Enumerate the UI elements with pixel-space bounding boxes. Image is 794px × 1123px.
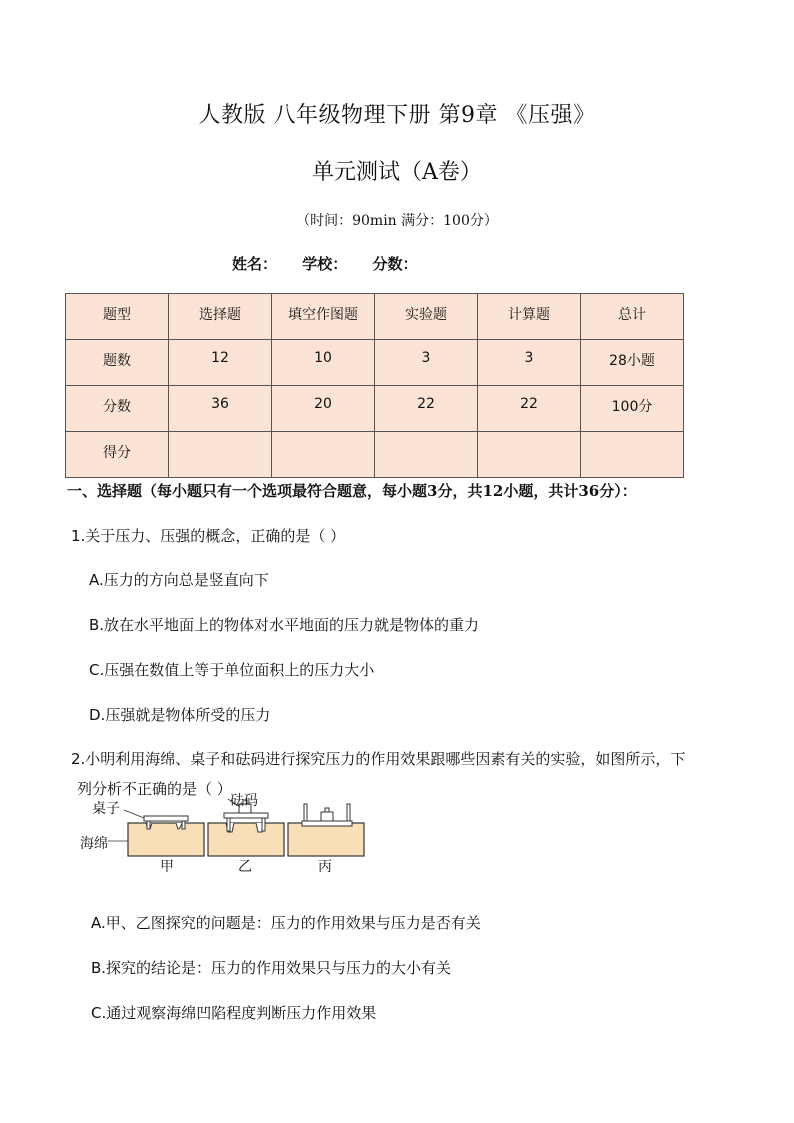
figure-label-table: 桌子: [92, 801, 120, 817]
question-2-option-a: A.甲、乙图探究的问题是：压力的作用效果与压力是否有关: [91, 914, 481, 932]
table-cell: 100分: [581, 386, 684, 432]
question-2-stem-cont: 列分析不正确的是（ ）: [77, 780, 232, 798]
question-1-stem: 1.关于压力、压强的概念，正确的是（ ）: [71, 527, 346, 545]
table-cell: 22: [478, 386, 581, 432]
question-2-option-b: B.探究的结论是：压力的作用效果只与压力的大小有关: [91, 959, 452, 977]
score-entry-cell[interactable]: [375, 432, 478, 478]
table-cell: 10: [272, 340, 375, 386]
table-cell: 计算题: [478, 294, 581, 340]
exam-meta: （时间：90min 满分：100分）: [296, 213, 498, 229]
score-entry-cell[interactable]: [478, 432, 581, 478]
table-cell: 得分: [66, 432, 169, 478]
panel-label-jia: 甲: [160, 859, 174, 875]
table-cell: 12: [169, 340, 272, 386]
panel-bing: [288, 804, 364, 856]
table-cell: 3: [478, 340, 581, 386]
table-cell: 选择题: [169, 294, 272, 340]
panel-label-bing: 丙: [318, 859, 332, 875]
figure-label-sponge: 海绵: [80, 836, 108, 852]
table-row: [66, 386, 684, 432]
table-cell: 分数: [66, 386, 169, 432]
question-1-option-b: B.放在水平地面上的物体对水平地面的压力就是物体的重力: [89, 616, 480, 634]
table-cell: 题数: [66, 340, 169, 386]
page-subtitle: 单元测试（A卷）: [312, 160, 482, 185]
table-cell: 3: [375, 340, 478, 386]
table-row: [66, 432, 684, 478]
question-2-stem: 2.小明利用海绵、桌子和砝码进行探究压力的作用效果跟哪些因素有关的实验，如图所示，下: [71, 750, 686, 768]
score-entry-cell[interactable]: [581, 432, 684, 478]
score-table: [65, 293, 684, 478]
school-field-label: 学校：: [302, 255, 348, 273]
table-row: [66, 340, 684, 386]
question-2-option-c: C.通过观察海绵凹陷程度判断压力作用效果: [91, 1004, 377, 1022]
table-cell: 36: [169, 386, 272, 432]
score-entry-cell[interactable]: [272, 432, 375, 478]
experiment-figure: [78, 793, 398, 876]
student-info: [232, 253, 438, 274]
figure-label-weight: 砝码: [230, 793, 258, 809]
section-heading: 一、选择题（每小题只有一个选项最符合题意，每小题3分，共12小题，共计36分）：: [67, 482, 637, 500]
table-cell: 20: [272, 386, 375, 432]
score-field-label: 分数：: [372, 255, 418, 273]
panel-jia: [108, 810, 204, 856]
table-cell: 填空作图题: [272, 294, 375, 340]
name-field-label: 姓名：: [232, 255, 278, 273]
question-1-option-d: D.压强就是物体所受的压力: [89, 706, 271, 724]
page-title: 人教版 八年级物理下册 第9章 《压强》: [198, 103, 596, 128]
question-1-option-c: C.压强在数值上等于单位面积上的压力大小: [89, 661, 375, 679]
panel-label-yi: 乙: [238, 859, 252, 875]
question-1-option-a: A.压力的方向总是竖直向下: [89, 571, 269, 589]
table-cell: 28小题: [581, 340, 684, 386]
table-cell: 实验题: [375, 294, 478, 340]
score-entry-cell[interactable]: [169, 432, 272, 478]
table-cell: 总计: [581, 294, 684, 340]
table-cell: 22: [375, 386, 478, 432]
table-row: [66, 294, 684, 340]
table-cell: 题型: [66, 294, 169, 340]
